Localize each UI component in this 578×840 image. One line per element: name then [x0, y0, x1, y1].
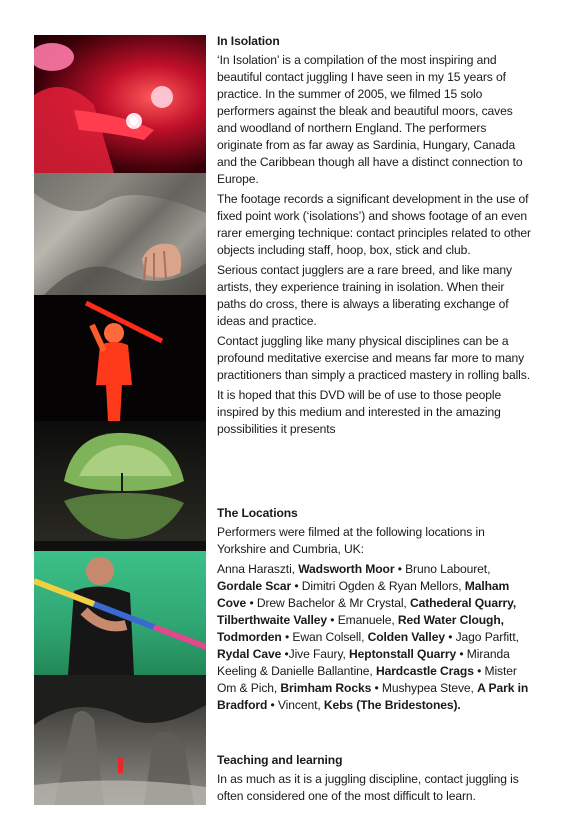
performer-name: Mister Om & Pich,	[217, 664, 517, 695]
location-name: Wadsworth Moor	[298, 562, 395, 576]
teaching-paragraph: In as much as it is a juggling discipline, contact juggling is often considered one of the most difficult to learn.	[217, 772, 519, 803]
separator: •	[267, 698, 278, 712]
location-name: Cathederal Quarry, Tilberthwaite Valley	[217, 596, 517, 627]
performer-name: Ewan Colsell,	[292, 630, 368, 644]
location-name: Kebs (The Bridestones).	[323, 698, 461, 712]
location-name: Hardcastle Crags	[375, 664, 474, 678]
photo-cave-mouth	[34, 421, 206, 551]
intro-paragraph: Contact juggling like many physical disciplines can be a profound meditative exercise and means far more to many practitioners than simply a practiced mastery in rolling balls.	[217, 334, 530, 382]
performer-name: Jive Faury,	[288, 647, 350, 661]
separator: •	[291, 579, 302, 593]
location-name: Brimham Rocks	[280, 681, 372, 695]
performer-name: Bruno Labouret,	[405, 562, 491, 576]
photo-strip	[34, 35, 206, 805]
separator: •	[371, 681, 382, 695]
separator: •	[281, 630, 293, 644]
location-name: Rydal Cave	[217, 647, 282, 661]
photo-hand-on-rock	[34, 173, 206, 295]
teaching-section	[217, 752, 532, 805]
separator: •	[473, 664, 485, 678]
separator: •	[394, 562, 406, 576]
performer-name: Jago Parfitt,	[455, 630, 519, 644]
locations-list	[217, 561, 532, 714]
separator: •	[246, 596, 257, 610]
locations-lead: Performers were filmed at the following locations in Yorkshire and Cumbria, UK:	[217, 525, 485, 556]
photo-staff-performer	[34, 295, 206, 421]
photo-pole-performer	[34, 551, 206, 675]
separator: •	[444, 630, 456, 644]
intro-paragraph: ‘In Isolation’ is a compilation of the most inspiring and beautiful contact juggling I have seen in my 15 years of practice. In the summer of 2005, we filmed 15 solo performers against the bleak and beautiful moors, caves and woodland of northern England. The performers originate from as far away as Sardinia, Hungary, Canada and the Caribbean though all have a distinct connection to Europe.	[217, 53, 523, 186]
intro-paragraph: The footage records a significant development in the use of fixed point work (‘isolations’) and shows footage of an even rarer emerging technique: contact principles related to other objects including staff, hoop, box, stick and club.	[217, 192, 531, 257]
intro-paragraph: Serious contact jugglers are a rare breed, and like many artists, they experience training in isolation. When their paths do cross, there is always a liberating exchange of ideas and practice.	[217, 263, 512, 328]
performer-name: Miranda Keeling & Danielle Ballantine,	[217, 647, 510, 678]
performer-name: Anna Haraszti,	[217, 562, 299, 576]
intro-heading: In Isolation	[217, 34, 280, 48]
performer-name: Drew Bachelor & Mr Crystal,	[256, 596, 410, 610]
location-name: Red Water Clough, Todmorden	[217, 613, 504, 644]
photo-red-performer	[34, 35, 206, 173]
performer-name: Emanuele,	[337, 613, 398, 627]
separator: •	[327, 613, 338, 627]
performer-name: Vincent,	[277, 698, 324, 712]
performer-name: Dimitri Ogden & Ryan Mellors,	[301, 579, 465, 593]
location-name: Malham Cove	[217, 579, 510, 610]
separator: •	[456, 647, 467, 661]
location-name: Gordale Scar	[217, 579, 292, 593]
locations-heading: The Locations	[217, 506, 298, 520]
location-name: A Park in Bradford	[217, 681, 529, 712]
photo-cave-interior	[34, 675, 206, 805]
intro-paragraph: It is hoped that this DVD will be of use to those people inspired by this medium and interested in the amazing possibilities it presents	[217, 388, 502, 436]
locations-section	[217, 505, 532, 717]
separator: •	[281, 647, 289, 661]
performer-name: Mushypea Steve,	[381, 681, 478, 695]
location-name: Heptonstall Quarry	[349, 647, 457, 661]
teaching-heading: Teaching and learning	[217, 753, 343, 767]
location-name: Colden Valley	[367, 630, 445, 644]
intro-section	[217, 33, 532, 441]
